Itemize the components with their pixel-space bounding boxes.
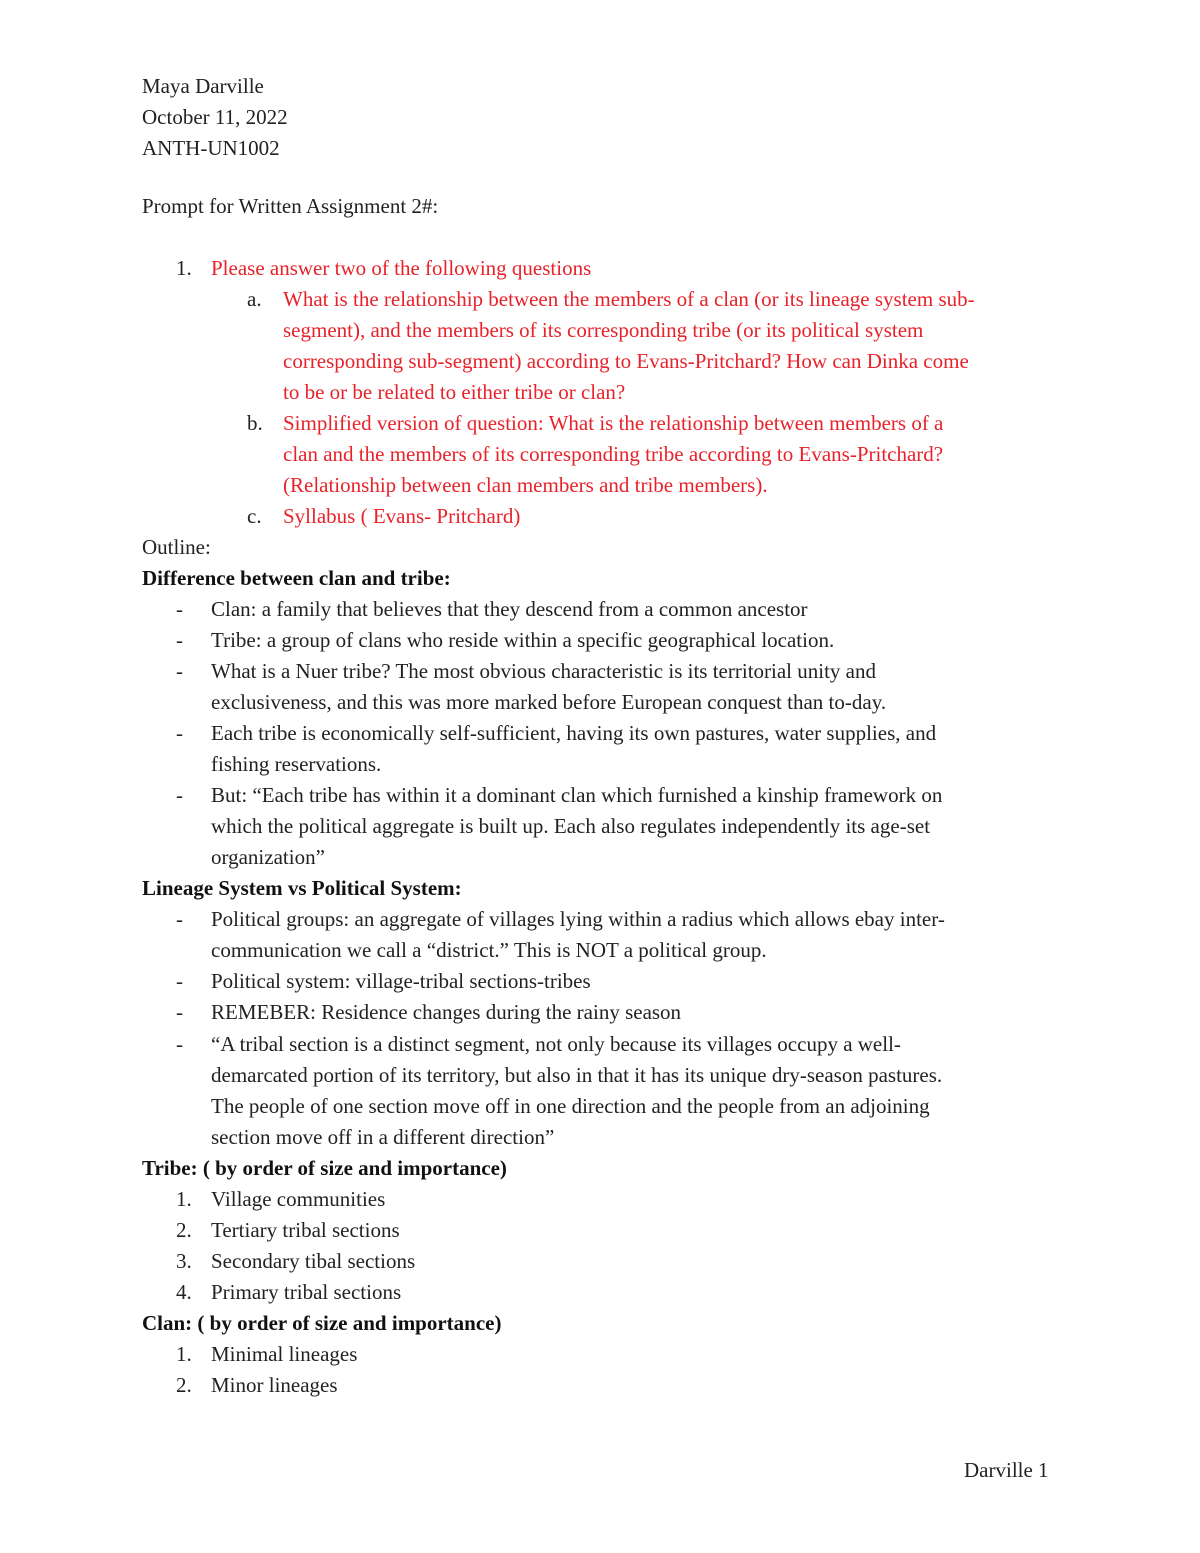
list-item: Tertiary tribal sections [211,1218,400,1242]
list-item: Village communities [211,1187,386,1211]
list-item-marker: 2. [176,1218,192,1242]
author-name: Maya Darville [142,74,264,98]
bullet-marker: - [176,597,183,621]
section-heading-tribe: Tribe: ( by order of size and importance) [142,1156,507,1180]
question-b-marker: b. [247,411,263,435]
question-a-line: What is the relationship between the members of a clan (or its lineage system sub- [283,287,975,311]
list-item-marker: 2. [176,1373,192,1397]
list-item: Minor lineages [211,1373,338,1397]
question-a-line: corresponding sub-segment) according to Evans-Pritchard? How can Dinka come [283,349,969,373]
bullet-text: Tribe: a group of clans who reside within a specific geographical location. [211,628,835,652]
bullet-text: The people of one section move off in one direction and the people from an adjoining [211,1094,930,1118]
outline-label: Outline: [142,535,211,559]
section-heading-clan: Clan: ( by order of size and importance) [142,1311,502,1335]
question-b-line: clan and the members of its corresponding tribe according to Evans-Pritchard? [283,442,944,466]
bullet-marker: - [176,721,183,745]
list-item-marker: 1. [176,1342,192,1366]
prompt-title: Prompt for Written Assignment 2#: [142,194,439,218]
bullet-marker: - [176,783,183,807]
prompt-item-1: Please answer two of the following questions [211,256,592,280]
question-b-line: (Relationship between clan members and tribe members). [283,473,768,497]
bullet-text: Political groups: an aggregate of villages lying within a radius which allows ebay inter- [211,907,945,931]
bullet-text: organization” [211,845,325,869]
list-item: Minimal lineages [211,1342,358,1366]
bullet-marker: - [176,659,183,683]
bullet-text: Clan: a family that believes that they descend from a common ancestor [211,597,808,621]
bullet-text: “A tribal section is a distinct segment, not only because its villages occupy a well- [211,1032,901,1056]
prompt-item-1-marker: 1. [176,256,192,280]
list-item-marker: 3. [176,1249,192,1273]
section-heading-lineage: Lineage System vs Political System: [142,876,462,900]
question-b-line: Simplified version of question: What is the relationship between members of a [283,411,944,435]
question-c-marker: c. [247,504,262,528]
bullet-text: Each tribe is economically self-sufficient, having its own pastures, water supplies, and [211,721,937,745]
bullet-marker: - [176,628,183,652]
bullet-text: section move off in a different direction” [211,1125,555,1149]
page-footer: Darville 1 [964,1458,1049,1482]
bullet-text: fishing reservations. [211,752,382,776]
bullet-text: communication we call a “district.” This is NOT a political group. [211,938,767,962]
bullet-text: REMEBER: Residence changes during the rainy season [211,1000,682,1024]
list-item-marker: 4. [176,1280,192,1304]
section-heading-difference: Difference between clan and tribe: [142,566,451,590]
bullet-text: What is a Nuer tribe? The most obvious characteristic is its territorial unity and [211,659,877,683]
question-a-line: segment), and the members of its corresponding tribe (or its political system [283,318,924,342]
document-date: October 11, 2022 [142,105,288,129]
question-a-line: to be or be related to either tribe or clan? [283,380,626,404]
list-item: Secondary tibal sections [211,1249,416,1273]
bullet-text: Political system: village-tribal sections-tribes [211,969,591,993]
bullet-text: exclusiveness, and this was more marked before European conquest than to-day. [211,690,887,714]
course-code: ANTH-UN1002 [142,136,280,160]
bullet-marker: - [176,1000,183,1024]
question-a-marker: a. [247,287,262,311]
bullet-text: which the political aggregate is built up. Each also regulates independently its age-set [211,814,931,838]
list-item-marker: 1. [176,1187,192,1211]
bullet-text: But: “Each tribe has within it a dominant clan which furnished a kinship framework on [211,783,943,807]
bullet-marker: - [176,907,183,931]
bullet-text: demarcated portion of its territory, but also in that it has its unique dry-season pastures. [211,1063,943,1087]
question-c: Syllabus ( Evans- Pritchard) [283,504,521,528]
bullet-marker: - [176,969,183,993]
list-item: Primary tribal sections [211,1280,402,1304]
bullet-marker: - [176,1032,183,1056]
